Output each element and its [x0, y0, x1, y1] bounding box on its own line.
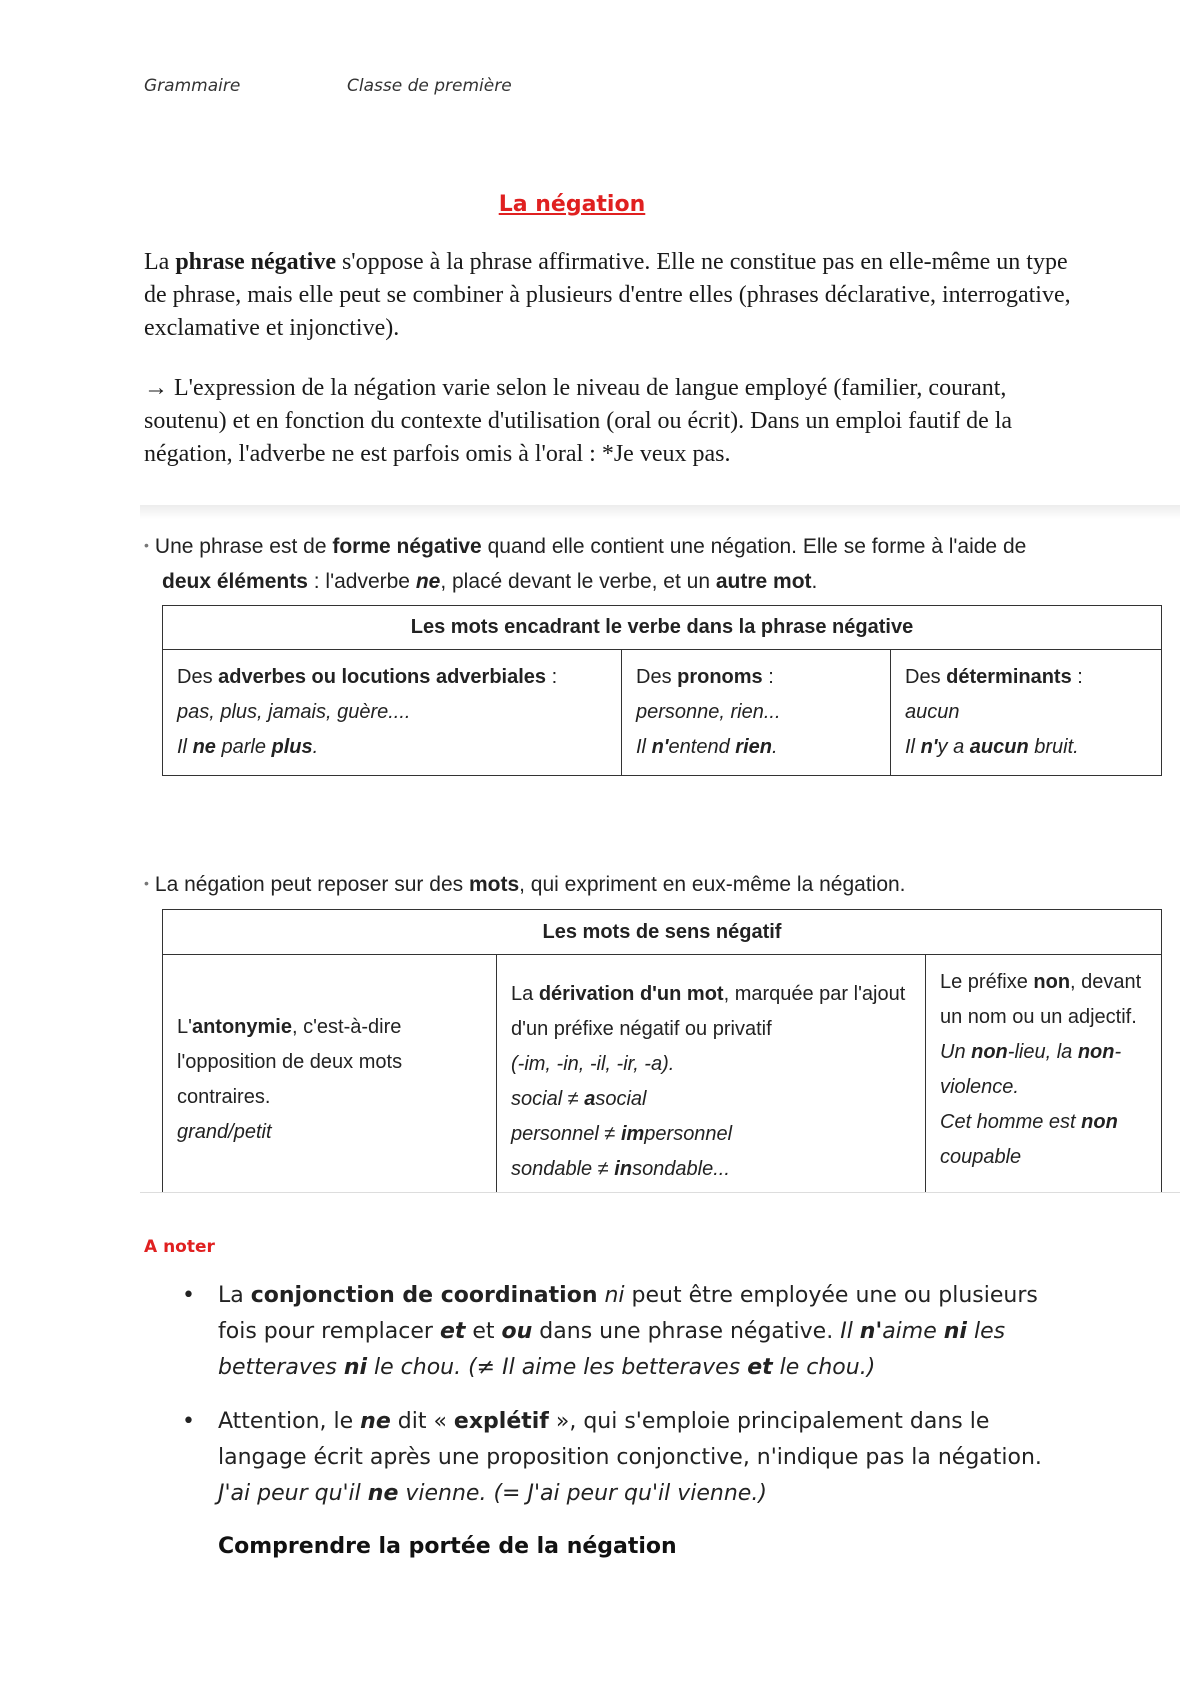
intro-paragraph: La phrase négative s'oppose à la phrase affirmative. Elle ne constitue pas en elle-même un type de phrase, mais elle peut se combiner à plusieurs d'entre elles (phrases déclarative, interrogative, exclamative et injonctive). [144, 249, 1071, 341]
scan-cut-edge [140, 1192, 1180, 1221]
negation-words-table [162, 605, 1162, 776]
negative-meaning-table [162, 909, 1162, 1205]
table-cell-antonymy: L'antonymie, c'est-à-dire l'opposition de deux mots contraires. grand/petit [163, 955, 497, 1205]
table-cell-adverbs: Des adverbes ou locutions adverbiales : pas, plus, jamais, guère.... Il ne parle plus. [163, 650, 622, 776]
note-title: A noter [144, 1237, 215, 1257]
header-subject: Grammaire [144, 76, 241, 96]
section-subheading: Comprendre la portée de la négation [218, 1534, 677, 1559]
negative-form-text: • Une phrase est de forme négative quand elle contient une négation. Elle se forme à l'aide de deux éléments : l'adverbe ne, placé devant le verbe, et un autre mot. [144, 535, 1027, 593]
list-item: • Attention, le ne dit « explétif », qui s'emploie principalement dans le langage écrit après une proposition conjonctive, n'indique pas la négation. J'ai peur qu'il ne vienne. (= J'ai peur qu'il vienne.) [182, 1404, 1062, 1512]
notes-list [182, 1278, 1062, 1530]
negative-words-section [144, 868, 1164, 1205]
table-cell-derivation: La dérivation d'un mot, marquée par l'ajout d'un préfixe négatif ou privatif (-im, -in, -il, -ir, -a). social ≠ asocial personnel ≠ impersonnel sondable ≠ insondable... [497, 955, 926, 1205]
arrow-icon: → [144, 375, 168, 401]
table-header: Les mots de sens négatif [163, 910, 1162, 955]
list-item: • La conjonction de coordination ni peut être employée une ou plusieurs fois pour remplacer et et ou dans une phrase négative. Il n'aime ni les betteraves ni le chou. (≠ Il aime les betteraves et le chou.) [182, 1278, 1062, 1386]
language-level-paragraph: → L'expression de la négation varie selon le niveau de langue employé (familier, courant, soutenu) et en fonction du contexte d'utilisation (oral ou écrit). Dans un emploi fautif de la négation, l'adverbe ne est parfois omis à l'oral : *Je veux pas. [144, 375, 1013, 467]
bullet-icon: • [182, 1409, 195, 1434]
table-header: Les mots encadrant le verbe dans la phrase négative [163, 606, 1162, 650]
table-cell-prefix-non: Le préfixe non, devant un nom ou un adjectif. Un non-lieu, la non-violence. Cet homme est non coupable [926, 955, 1162, 1205]
negative-form-section [144, 530, 1164, 776]
negative-words-text: • La négation peut reposer sur des mots, qui expriment en eux-même la négation. [144, 873, 906, 896]
page-title: La négation [498, 192, 646, 217]
bullet-icon: • [144, 537, 149, 553]
table-cell-determiners: Des déterminants : aucun Il n'y a aucun bruit. [891, 650, 1162, 776]
bullet-icon: • [182, 1283, 195, 1308]
page-header [144, 76, 512, 96]
bullet-icon: • [144, 875, 149, 891]
header-class: Classe de première [347, 76, 512, 96]
scan-divider [140, 505, 1180, 519]
table-cell-pronouns: Des pronoms : personne, rien... Il n'entend rien. [622, 650, 891, 776]
